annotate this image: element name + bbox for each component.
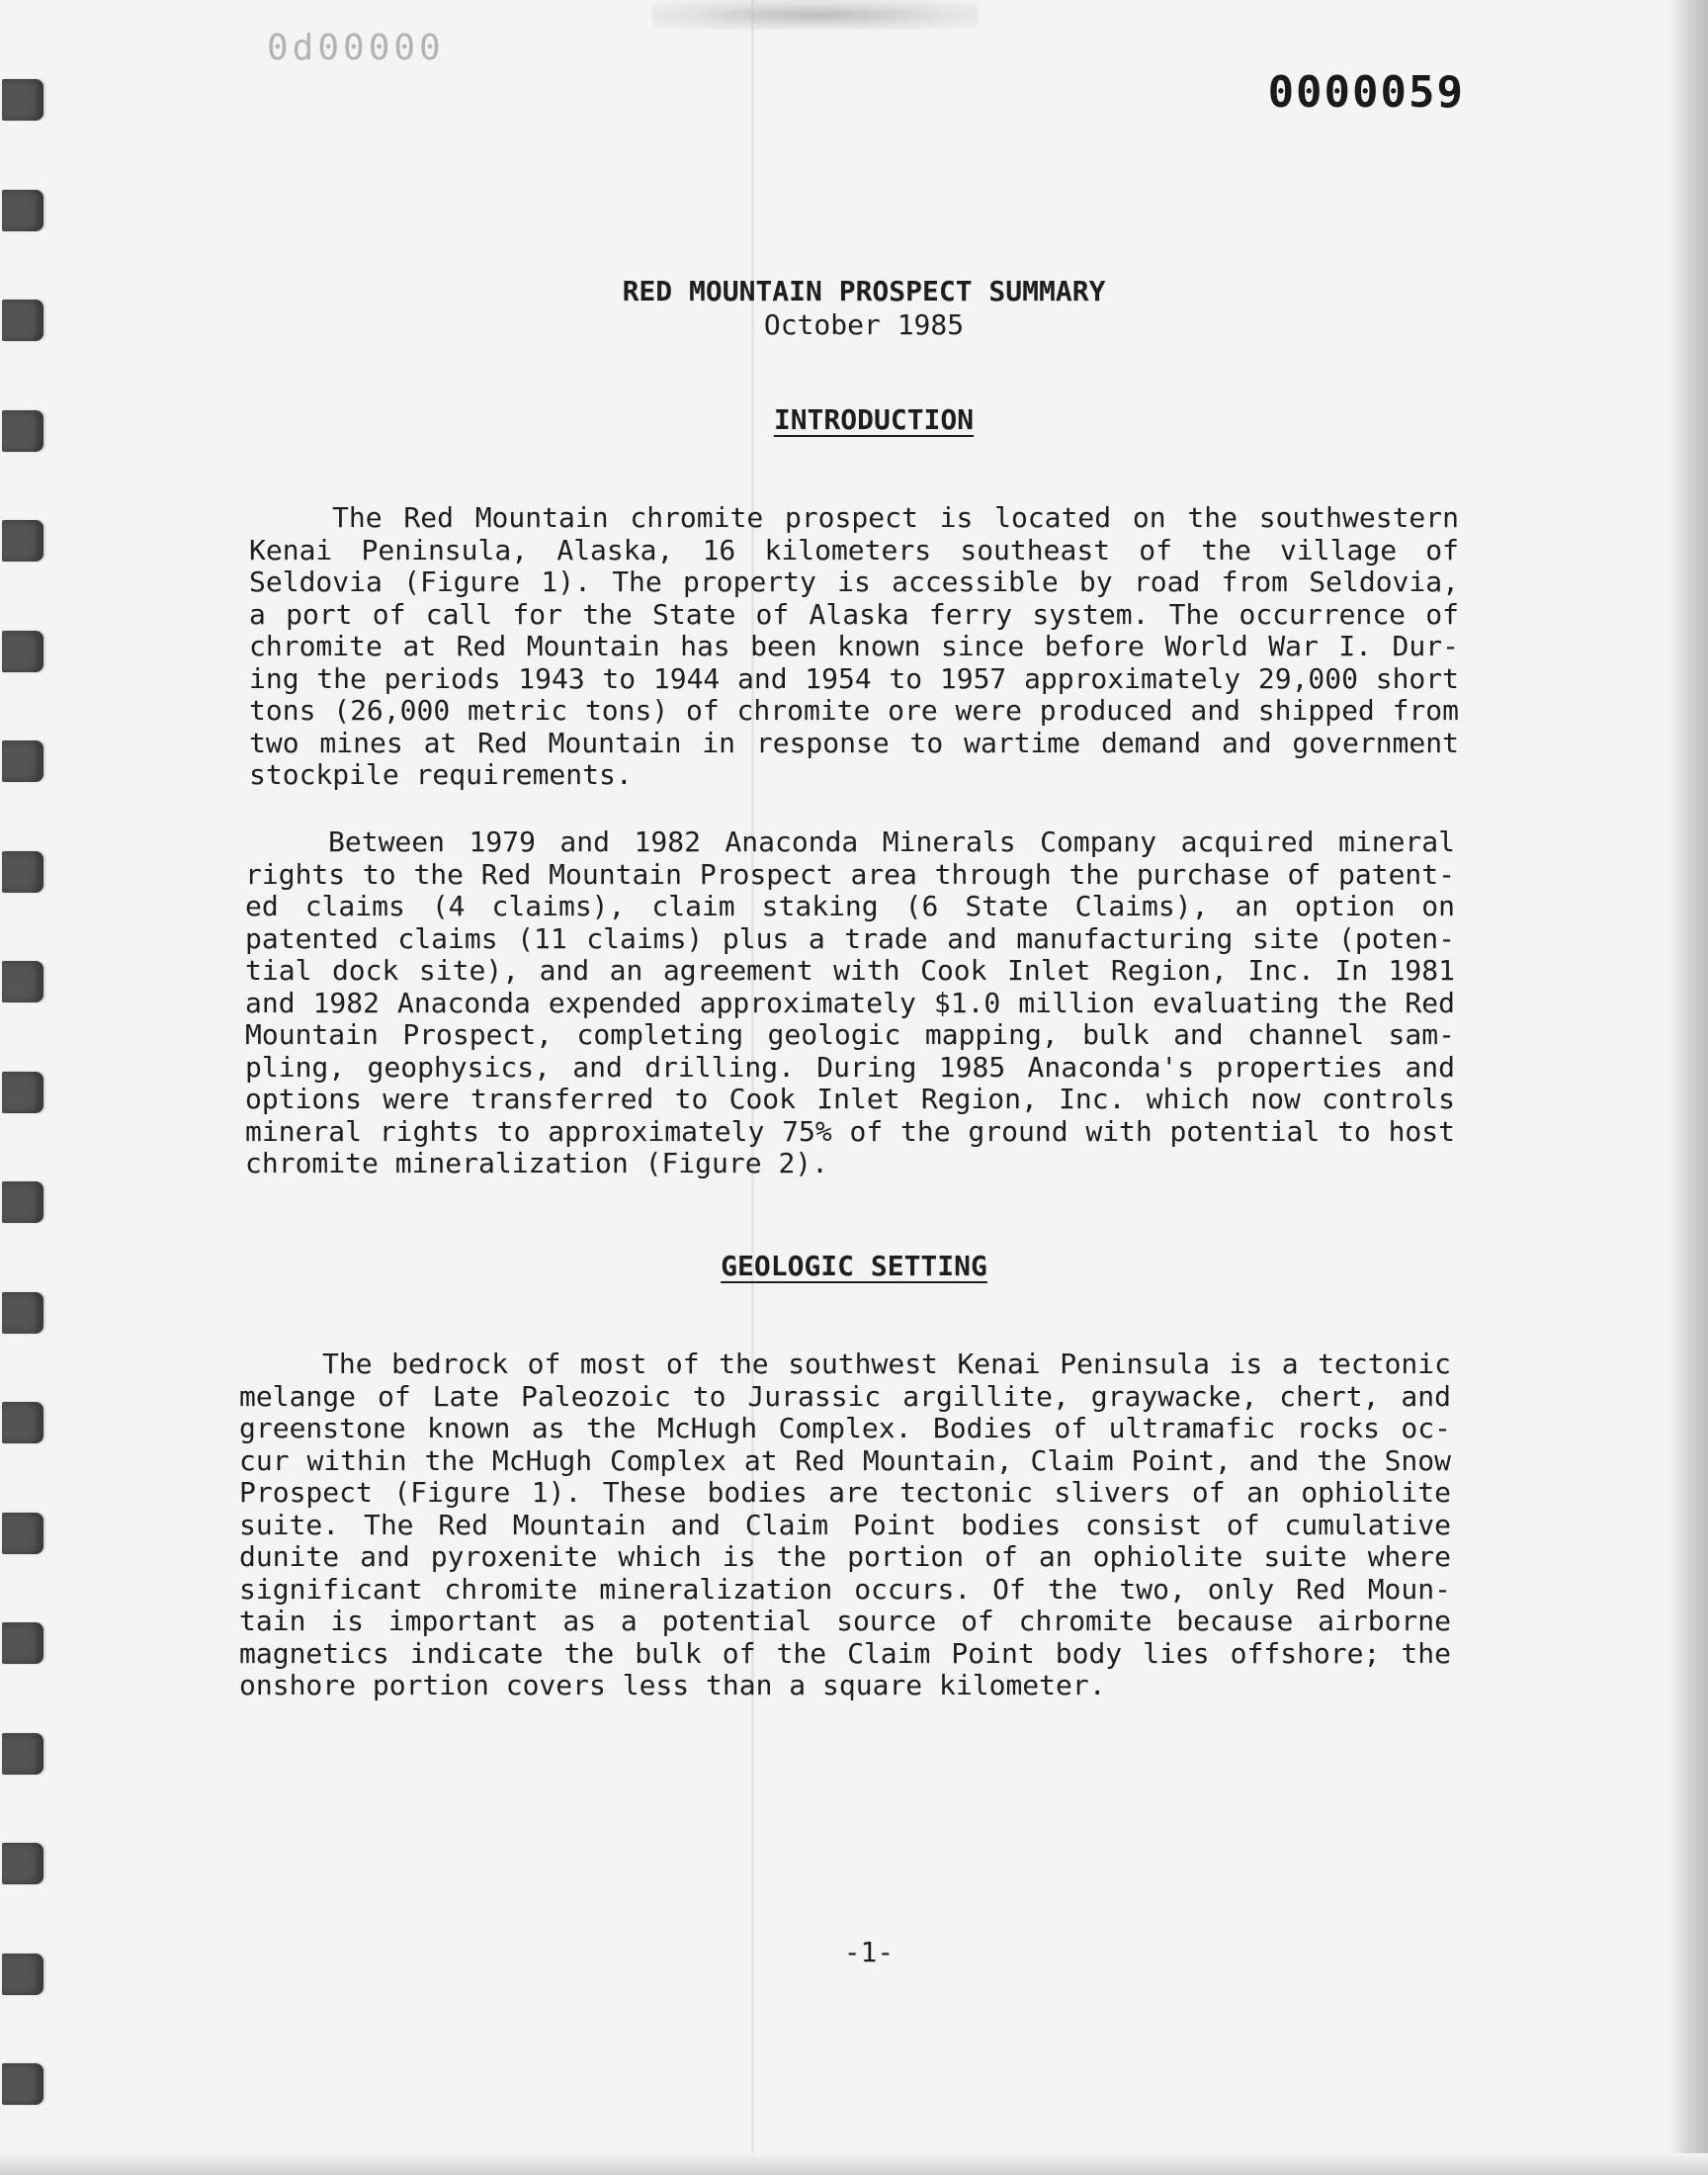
binding-hole	[2, 631, 43, 672]
document-number: 0000059	[1267, 67, 1465, 118]
paragraph-line: Kenai Peninsula, Alaska, 16 kilometers southeast of the village of	[249, 533, 1459, 566]
binding-hole	[2, 1181, 43, 1223]
binding-hole	[2, 961, 43, 1002]
section-heading-introduction	[0, 403, 1708, 436]
paragraph-line: magnetics indicate the bulk of the Claim Point body lies offshore; the	[239, 1636, 1451, 1670]
document-date: October 1985	[763, 308, 965, 341]
paragraph-line: and 1982 Anaconda expended approximately $1.0 million evaluating the Red	[245, 986, 1455, 1019]
binding-hole	[2, 1622, 43, 1664]
paragraph-line: pling, geophysics, and drilling. During 1985 Anaconda's properties and	[245, 1050, 1455, 1084]
paragraph-line: tons (26,000 metric tons) of chromite ore were produced and shipped from	[249, 694, 1459, 727]
paragraph-line: stockpile requirements.	[249, 758, 633, 791]
page-number: -1-	[843, 1936, 895, 1968]
paragraph-line: cur within the McHugh Complex at Red Mountain, Claim Point, and the Snow	[239, 1443, 1451, 1477]
paragraph-line: The bedrock of most of the southwest Kenai Peninsula is a tectonic	[322, 1348, 1451, 1380]
paragraph-line: greenstone known as the McHugh Complex. Bodies of ultramafic rocks oc-	[239, 1412, 1451, 1444]
paragraph-line: The Red Mountain chromite prospect is located on the southwestern	[332, 501, 1459, 534]
paragraph-line: significant chromite mineralization occurs. Of the two, only Red Moun-	[239, 1572, 1451, 1606]
binding-hole	[2, 1072, 43, 1113]
binding-hole	[2, 1843, 43, 1884]
page-bottom-edge	[0, 2153, 1708, 2175]
document-title: RED MOUNTAIN PROSPECT SUMMARY	[622, 275, 1106, 307]
paragraph-line: Prospect (Figure 1). These bodies are tectonic slivers of an ophiolite	[239, 1476, 1451, 1509]
binding-hole	[2, 1292, 43, 1334]
paragraph-line: two mines at Red Mountain in response to wartime demand and government	[249, 726, 1459, 759]
introduction-paragraph-1	[249, 502, 1459, 792]
binding-hole	[2, 1733, 43, 1775]
paragraph-line: ed claims (4 claims), claim staking (6 State Claims), an option on	[245, 890, 1455, 922]
binding-hole	[2, 740, 43, 782]
paragraph-line: melange of Late Paleozoic to Jurassic argillite, graywacke, chert, and	[239, 1379, 1451, 1413]
binding-hole	[2, 190, 43, 231]
paragraph-line: rights to the Red Mountain Prospect area through the purchase of patent-	[245, 857, 1455, 891]
paragraph-line: Mountain Prospect, completing geologic mapping, bulk and channel sam-	[245, 1018, 1455, 1051]
paragraph-line: tain is important as a potential source of chromite because airborne	[239, 1605, 1451, 1637]
introduction-paragraph-2	[245, 826, 1455, 1180]
paragraph-line: ing the periods 1943 to 1944 and 1954 to 1957 approximately 29,000 short	[249, 661, 1459, 695]
geologic-setting-paragraph-1	[239, 1348, 1451, 1702]
paragraph-line: options were transferred to Cook Inlet Region, Inc. which now controls	[245, 1083, 1455, 1115]
paragraph-line: Between 1979 and 1982 Anaconda Minerals Company acquired mineral	[328, 826, 1455, 858]
paragraph-line: a port of call for the State of Alaska ferry system. The occurrence of	[249, 597, 1459, 631]
paragraph-line: dunite and pyroxenite which is the portion of an ophiolite suite where	[239, 1540, 1451, 1573]
paragraph-line: chromite mineralization (Figure 2).	[245, 1147, 829, 1179]
scan-smudge	[652, 0, 979, 30]
paragraph-line: chromite at Red Mountain has been known since before World War I. Dur-	[249, 630, 1459, 662]
section-heading-introduction-text: INTRODUCTION	[773, 403, 975, 436]
section-heading-geologic-setting-text: GEOLOGIC SETTING	[721, 1250, 987, 1282]
section-heading-geologic-setting	[0, 1250, 1708, 1282]
paragraph-line: tial dock site), and an agreement with Cook Inlet Region, Inc. In 1981	[245, 954, 1455, 987]
binding-hole	[2, 1513, 43, 1554]
binding-hole	[2, 79, 43, 121]
binding-hole	[2, 2063, 43, 2105]
paragraph-line: mineral rights to approximately 75% of the ground with potential to host	[245, 1114, 1455, 1148]
binding-hole	[2, 520, 43, 562]
faint-stamp-number: 0d00000	[267, 28, 445, 68]
paragraph-line: suite. The Red Mountain and Claim Point bodies consist of cumulative	[239, 1508, 1451, 1541]
paragraph-line: onshore portion covers less than a square kilometer.	[239, 1669, 1106, 1701]
paragraph-line: Seldovia (Figure 1). The property is accessible by road from Seldovia,	[249, 566, 1459, 598]
binding-hole	[2, 1402, 43, 1443]
paragraph-line: patented claims (11 claims) plus a trade and manufacturing site (poten-	[245, 921, 1455, 955]
binding-hole	[2, 851, 43, 893]
